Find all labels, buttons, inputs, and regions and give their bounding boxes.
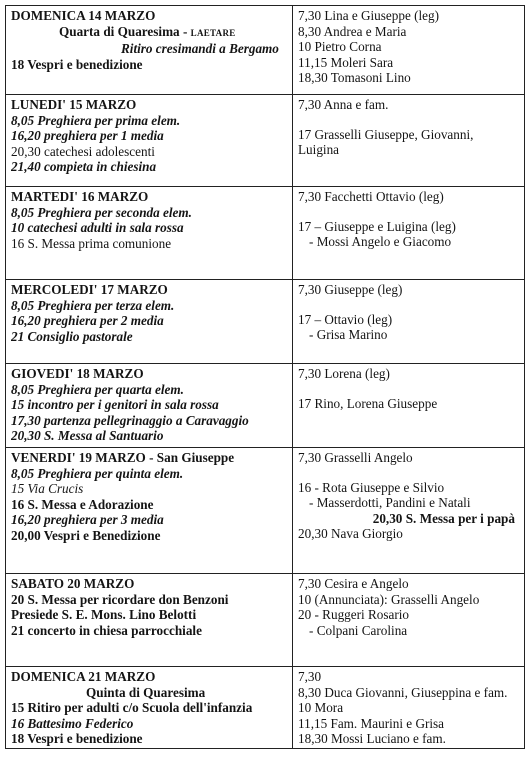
mass-intention: - Mossi Angelo e Giacomo [309, 234, 452, 249]
schedule-rows [6, 6, 525, 749]
event-line [11, 329, 287, 345]
mass-intention: 7,30 Giuseppe (leg) [298, 282, 403, 297]
event-line [11, 113, 287, 129]
mass-intentions-cell [293, 448, 525, 574]
event-text: 15 Ritiro per adulti c/o Scuola dell'infanzia [11, 700, 253, 715]
event-text: 16 S. Messa e Adorazione [11, 496, 154, 512]
day-heading [11, 8, 287, 24]
day-row [6, 448, 525, 574]
mass-intention: 10 Pietro Corna [298, 39, 382, 54]
mass-intentions-cell [293, 667, 525, 749]
mass-intentions-cell [293, 280, 525, 364]
mass-intention: 7,30 Facchetti Ottavio (leg) [298, 189, 444, 204]
mass-intention: 8,30 Andrea e Maria [298, 23, 407, 39]
mass-intentions-cell [293, 95, 525, 187]
spacer [298, 298, 519, 312]
event-text: 16,20 preghiera per 1 media [11, 128, 164, 143]
weekly-schedule-table [5, 5, 525, 749]
mass-intentions-cell [293, 364, 525, 448]
spacer [298, 466, 519, 480]
event-line [11, 512, 287, 528]
mass-intention: 11,15 Fam. Maurini e Grisa [298, 715, 445, 731]
mass-intention: 7,30 Grasselli Angelo [298, 450, 413, 465]
day-row [6, 95, 525, 187]
day-heading [11, 366, 287, 382]
event-line [11, 716, 287, 732]
event-text: MARTEDI' 16 MARZO [11, 189, 149, 204]
mass-intention: 20 - Ruggeri Rosario [298, 607, 409, 622]
event-text: LAETARE [190, 27, 236, 38]
event-line [11, 313, 287, 329]
spacer [298, 113, 519, 127]
event-text: 20 S. Messa per ricordare don Benzoni [11, 591, 229, 607]
event-text: 16,20 preghiera per 2 media [11, 313, 164, 328]
event-text: 8,05 Preghiera per prima elem. [11, 112, 181, 128]
event-line [11, 685, 287, 701]
event-text: DOMENICA 21 MARZO [11, 669, 156, 684]
mass-intentions-cell [293, 574, 525, 667]
day-events-cell [6, 574, 293, 667]
event-text: 20,30 S. Messa al Santuario [11, 428, 164, 443]
day-heading [11, 282, 287, 298]
mass-intention: 16 - Rota Giuseppe e Silvio [298, 479, 445, 495]
event-line [11, 428, 287, 444]
event-text: 8,05 Preghiera per seconda elem. [11, 204, 192, 220]
event-text: DOMENICA 14 MARZO [11, 8, 156, 23]
mass-intention: 7,30 Cesira e Angelo [298, 576, 409, 591]
day-events-cell [6, 280, 293, 364]
event-line [11, 24, 287, 42]
mass-intention: 7,30 Lorena (leg) [298, 366, 390, 381]
event-text: 15 Via Crucis [11, 481, 84, 496]
day-heading [11, 189, 287, 205]
event-line [11, 397, 287, 413]
day-row [6, 187, 525, 280]
event-line [11, 700, 287, 716]
event-line [11, 466, 287, 482]
event-line [11, 41, 287, 57]
event-text: 18 Vespri e benedizione [11, 731, 143, 746]
event-text: MERCOLEDI' 17 MARZO [11, 282, 168, 297]
event-line [11, 623, 287, 639]
event-text: Quarta di Quaresima - [59, 23, 191, 39]
spacer [298, 205, 519, 219]
day-events-cell [6, 364, 293, 448]
event-text: 18 Vespri e benedizione [11, 56, 143, 72]
mass-intention: 17 – Giuseppe e Luigina (leg) [298, 218, 456, 234]
mass-intention: 7,30 [298, 669, 322, 684]
event-line [11, 144, 287, 160]
day-row [6, 574, 525, 667]
event-text: 15 incontro per i genitori in sala rossa [11, 397, 219, 412]
day-events-cell [6, 667, 293, 749]
day-heading [11, 576, 287, 592]
mass-intention: Luigina [298, 142, 340, 157]
event-line [11, 236, 287, 252]
event-text: 10 catechesi adulti in sala rossa [11, 220, 184, 235]
event-text: LUNEDI' 15 MARZO [11, 97, 137, 112]
mass-intention: 8,30 Duca Giovanni, Giuseppina e fam. [298, 684, 508, 700]
event-line [11, 731, 287, 747]
event-line [11, 592, 287, 608]
day-events-cell [6, 187, 293, 280]
day-heading [11, 450, 287, 466]
day-row [6, 667, 525, 749]
event-line [11, 159, 287, 175]
event-text: 20,00 Vespri e Benedizione [11, 527, 161, 543]
event-text: 8,05 Preghiera per quarta elem. [11, 381, 184, 397]
event-line [11, 481, 287, 497]
event-text: 21,40 compieta in chiesina [11, 159, 157, 174]
event-line [11, 528, 287, 544]
event-line [11, 128, 287, 144]
mass-intention: - Masserdotti, Pandini e Natali [309, 495, 471, 510]
mass-intention: 10 (Annunciata): Grasselli Angelo [298, 591, 480, 607]
mass-intention: - Colpani Carolina [309, 622, 408, 638]
event-text: 16,20 preghiera per 3 media [11, 512, 164, 527]
event-line [11, 497, 287, 513]
mass-intention: 20,30 S. Messa per i papà [372, 510, 515, 526]
event-text: 8,05 Preghiera per quinta elem. [11, 465, 184, 481]
event-line [11, 382, 287, 398]
day-row [6, 364, 525, 448]
event-text: Quinta di Quaresima [86, 684, 206, 700]
day-heading [11, 669, 287, 685]
event-text: Presiede S. E. Mons. Lino Belotti [11, 607, 197, 622]
mass-intention: 7,30 Anna e fam. [298, 97, 389, 112]
mass-intention: 10 Mora [298, 700, 344, 715]
mass-intentions-cell [293, 187, 525, 280]
day-events-cell [6, 95, 293, 187]
mass-intention: 17 Rino, Lorena Giuseppe [298, 395, 438, 411]
event-text: SABATO 20 MARZO [11, 576, 135, 591]
day-row [6, 6, 525, 95]
event-line [11, 413, 287, 429]
event-line [11, 220, 287, 236]
event-text: 20,30 catechesi adolescenti [11, 143, 155, 159]
event-text: 21 Consiglio pastorale [11, 328, 133, 344]
day-row [6, 280, 525, 364]
event-text: 16 S. Messa prima comunione [11, 235, 172, 251]
event-line [11, 205, 287, 221]
mass-intention: 18,30 Mossi Luciano e fam. [298, 731, 446, 746]
day-events-cell [6, 448, 293, 574]
event-line [11, 298, 287, 314]
event-text: VENERDI' 19 MARZO - San Giuseppe [11, 450, 235, 465]
mass-intentions-cell [293, 6, 525, 95]
mass-intention: 17 Grasselli Giuseppe, Giovanni, [298, 126, 474, 142]
mass-intention: 17 – Ottavio (leg) [298, 311, 393, 327]
mass-intention: 20,30 Nava Giorgio [298, 526, 403, 541]
day-events-cell [6, 6, 293, 95]
event-text: 17,30 partenza pellegrinaggio a Caravaggio [11, 412, 249, 428]
mass-intention: - Grisa Marino [309, 327, 388, 342]
event-line [11, 57, 287, 73]
mass-intention: 18,30 Tomasoni Lino [298, 70, 411, 85]
mass-intention: 7,30 Lina e Giuseppe (leg) [298, 8, 439, 23]
event-text: 16 Battesimo Federico [11, 715, 134, 731]
event-text: GIOVEDI' 18 MARZO [11, 366, 144, 381]
event-line [11, 607, 287, 623]
day-heading [11, 97, 287, 113]
mass-intention: 11,15 Moleri Sara [298, 54, 394, 70]
event-text: 21 concerto in chiesa parrocchiale [11, 622, 202, 638]
spacer [298, 382, 519, 396]
event-text: Ritiro cresimandi a Bergamo [121, 41, 279, 56]
event-text: 8,05 Preghiera per terza elem. [11, 297, 175, 313]
